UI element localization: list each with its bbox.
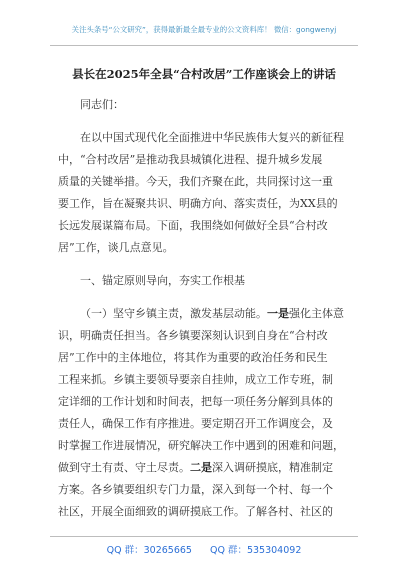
- body-text: 做到守土有责、守土尽责。: [58, 461, 190, 474]
- body-line: 工程来抓。乡镇主要领导要亲自挂帅，成立工作专班，制: [58, 373, 333, 386]
- body-line: 方案。各乡镇要组织专门力量，深入到每一个村、每一个: [58, 483, 333, 496]
- header-divider: [50, 45, 358, 46]
- intro-line: 长远发展谋篇布局。下面，我围绕如何做好全县“合村改: [58, 219, 328, 232]
- header-notice: 关注头条号“公文研究”，获得最新最全最专业的公文资料库！ 微信：gongwenyj: [71, 25, 337, 34]
- qq-group-2: QQ 群：535304092: [209, 545, 302, 556]
- document-title: 县长在2025年全县“合村改居”工作座谈会上的讲话: [72, 67, 336, 81]
- paragraph-lead-line: [80, 307, 344, 321]
- point-marker: 一是: [267, 307, 289, 320]
- point-marker: 二是: [190, 461, 212, 474]
- intro-line: 质量的关键举措。今天，我们齐聚在此，共同探讨这一重: [58, 175, 333, 188]
- footer-divider: [50, 536, 358, 537]
- body-line: 定详细的工作计划和时间表，把每一项任务分解到具体的: [58, 395, 333, 408]
- body-line: 居”工作中的主体地位，将其作为重要的政治任务和民生: [58, 351, 328, 364]
- qq-group-1: QQ 群：30265665: [106, 545, 192, 556]
- body-line: 责任人，确保工作有序推进。要定期召开工作调度会，及: [58, 417, 333, 430]
- footer-contact: [0, 542, 408, 556]
- body-line: [58, 461, 333, 475]
- intro-line: 中，“合村改居”是推动我县城镇化进程、提升城乡发展: [58, 153, 323, 166]
- intro-line: 居”工作，谈几点意见。: [58, 241, 174, 254]
- salutation: 同志们：: [80, 98, 124, 111]
- body-line: 识，明确责任担当。各乡镇要深刻认识到自身在“合村改: [58, 329, 328, 342]
- intro-line: 在以中国式现代化全面推进中华民族伟大复兴的新征程: [80, 131, 344, 144]
- section-heading: 一、锚定原则导向，夯实工作根基: [80, 274, 245, 287]
- intro-line: 要工作，旨在凝聚共识、明确方向、落实责任，为XX县的: [58, 197, 338, 210]
- body-line: 社区，开展全面细致的调研摸底工作。了解各村、社区的: [58, 505, 333, 518]
- point-text: 强化主体意: [289, 307, 344, 320]
- body-text: 深入调研摸底，精准制定: [212, 461, 333, 474]
- paragraph-lead: （一）坚守乡镇主责，激发基层动能。: [80, 307, 267, 320]
- body-line: 时掌握工作进展情况，研究解决工作中遇到的困难和问题，: [58, 439, 344, 452]
